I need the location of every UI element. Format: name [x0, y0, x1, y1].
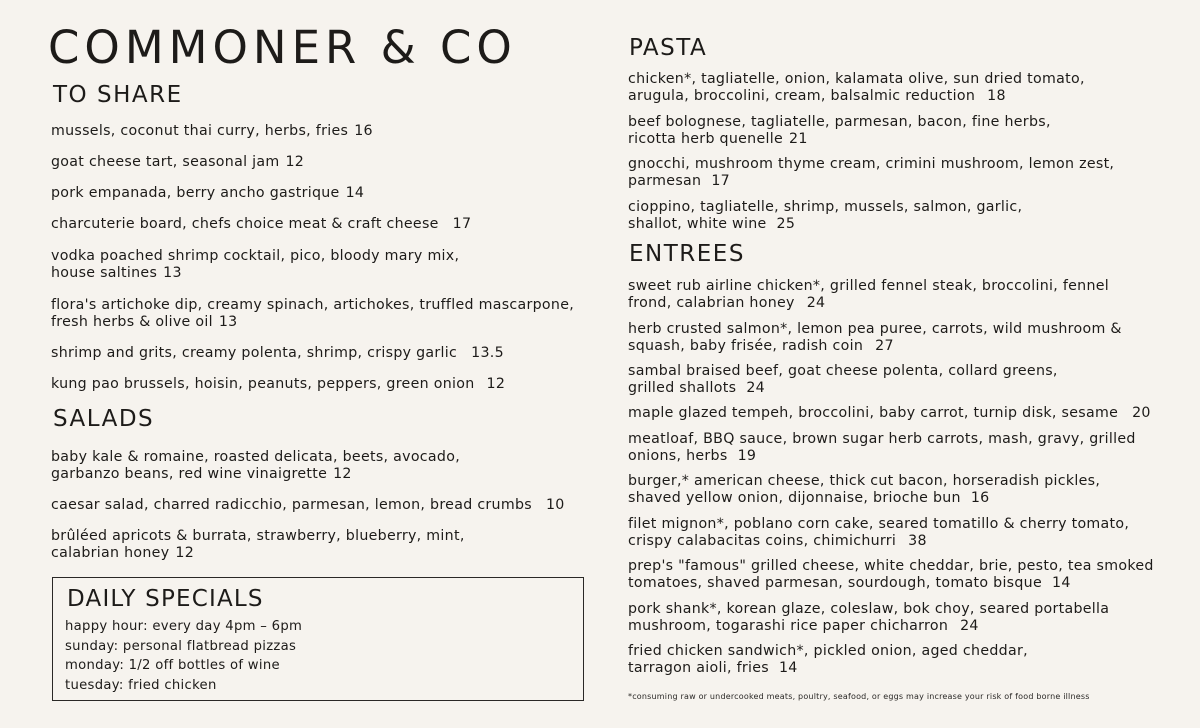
price: 21 [789, 131, 808, 147]
price: 20 [1132, 405, 1151, 421]
menu-item: charcuterie board, chefs choice meat & craft cheese 17 [51, 216, 472, 232]
menu-item: chicken*, tagliatelle, onion, kalamata olive, sun dried tomato, arugula, broccolini, cream, balsalmic reduction 18 [628, 71, 1085, 104]
entrees-title: ENTREES [629, 241, 745, 267]
to-share-title: TO SHARE [53, 82, 183, 108]
menu-item: brûléed apricots & burrata, strawberry, blueberry, mint, calabrian honey 12 [51, 528, 465, 561]
menu-item: burger,* american cheese, thick cut bacon, horseradish pickles, shaved yellow onion, dijonnaise, brioche bun 16 [628, 473, 1101, 506]
price: 14 [345, 185, 365, 201]
special-line: sunday: personal flatbread pizzas [65, 639, 297, 654]
price: 38 [908, 533, 927, 549]
price: 14 [778, 660, 798, 676]
menu-item: filet mignon*, poblano corn cake, seared tomatillo & cherry tomato, crispy calabacitas coins, chimichurri 38 [628, 516, 1130, 549]
price: 16 [970, 490, 990, 506]
menu-item: sambal braised beef, goat cheese polenta, collard greens, grilled shallots 24 [628, 363, 1058, 396]
price: 13 [218, 314, 238, 330]
price: 14 [1052, 575, 1071, 591]
price: 12 [486, 376, 506, 392]
price: 18 [987, 88, 1006, 104]
menu-item: meatloaf, BBQ sauce, brown sugar herb carrots, mash, gravy, grilled onions, herbs 19 [628, 431, 1136, 464]
menu-item: beef bolognese, tagliatelle, parmesan, bacon, fine herbs, ricotta herb quenelle 21 [628, 114, 1051, 147]
restaurant-name: COMMONER & CO [48, 21, 517, 74]
price: 24 [746, 380, 765, 396]
price: 24 [806, 295, 826, 311]
menu-item: caesar salad, charred radicchio, parmesan, lemon, bread crumbs 10 [51, 497, 565, 513]
menu-item: kung pao brussels, hoisin, peanuts, peppers, green onion 12 [51, 376, 506, 392]
menu-item: sweet rub airline chicken*, grilled fennel steak, broccolini, fennel frond, calabrian honey 24 [628, 278, 1110, 311]
price: 10 [545, 497, 565, 513]
menu-item: vodka poached shrimp cocktail, pico, bloody mary mix, house saltines 13 [51, 248, 460, 281]
menu-item: herb crusted salmon*, lemon pea puree, carrots, wild mushroom & squash, baby frisée, radish coin 27 [628, 321, 1122, 354]
menu-item: baby kale & romaine, roasted delicata, beets, avocado, garbanzo beans, red wine vinaigrette 12 [51, 449, 461, 482]
price: 25 [776, 216, 796, 232]
price: 24 [960, 618, 979, 634]
special-line: tuesday: fried chicken [65, 678, 217, 693]
menu-item: flora's artichoke dip, creamy spinach, artichokes, truffled mascarpone, fresh herbs & olive oil 13 [51, 297, 575, 330]
special-line: monday: 1/2 off bottles of wine [65, 658, 280, 673]
price: 19 [737, 448, 757, 464]
price: 13 [163, 265, 182, 281]
menu-item: fried chicken sandwich*, pickled onion, aged cheddar, tarragon aioli, fries 14 [628, 643, 1028, 676]
price: 12 [175, 545, 195, 561]
price: 12 [333, 466, 352, 482]
menu-item: maple glazed tempeh, broccolini, baby carrot, turnip disk, sesame 20 [628, 405, 1151, 421]
price: 12 [285, 154, 305, 170]
price: 17 [711, 173, 730, 189]
footnote: *consuming raw or undercooked meats, poultry, seafood, or eggs may increase your risk of food borne illness [628, 692, 1090, 701]
price: 16 [354, 123, 373, 139]
daily-specials-title: DAILY SPECIALS [67, 586, 264, 612]
menu-item: shrimp and grits, creamy polenta, shrimp, crispy garlic 13.5 [51, 345, 504, 361]
menu-item: mussels, coconut thai curry, herbs, fries 16 [51, 123, 373, 139]
daily-specials-box [52, 577, 584, 701]
menu-item: prep's "famous" grilled cheese, white cheddar, brie, pesto, tea smoked tomatoes, shaved parmesan, sourdough, tomato bisque 14 [628, 558, 1154, 591]
menu-item: cioppino, tagliatelle, shrimp, mussels, salmon, garlic, shallot, white wine 25 [628, 199, 1023, 232]
price: 17 [452, 216, 472, 232]
menu-item: goat cheese tart, seasonal jam 12 [51, 154, 305, 170]
menu-item: gnocchi, mushroom thyme cream, crimini mushroom, lemon zest, parmesan 17 [628, 156, 1115, 189]
price: 27 [875, 338, 894, 354]
menu-item: pork shank*, korean glaze, coleslaw, bok choy, seared portabella mushroom, togarashi rice paper chicharron 24 [628, 601, 1110, 634]
menu-item: pork empanada, berry ancho gastrique 14 [51, 185, 365, 201]
pasta-title: PASTA [629, 35, 708, 61]
special-line: happy hour: every day 4pm – 6pm [65, 619, 303, 634]
salads-title: SALADS [53, 406, 155, 432]
price: 13.5 [471, 345, 504, 361]
